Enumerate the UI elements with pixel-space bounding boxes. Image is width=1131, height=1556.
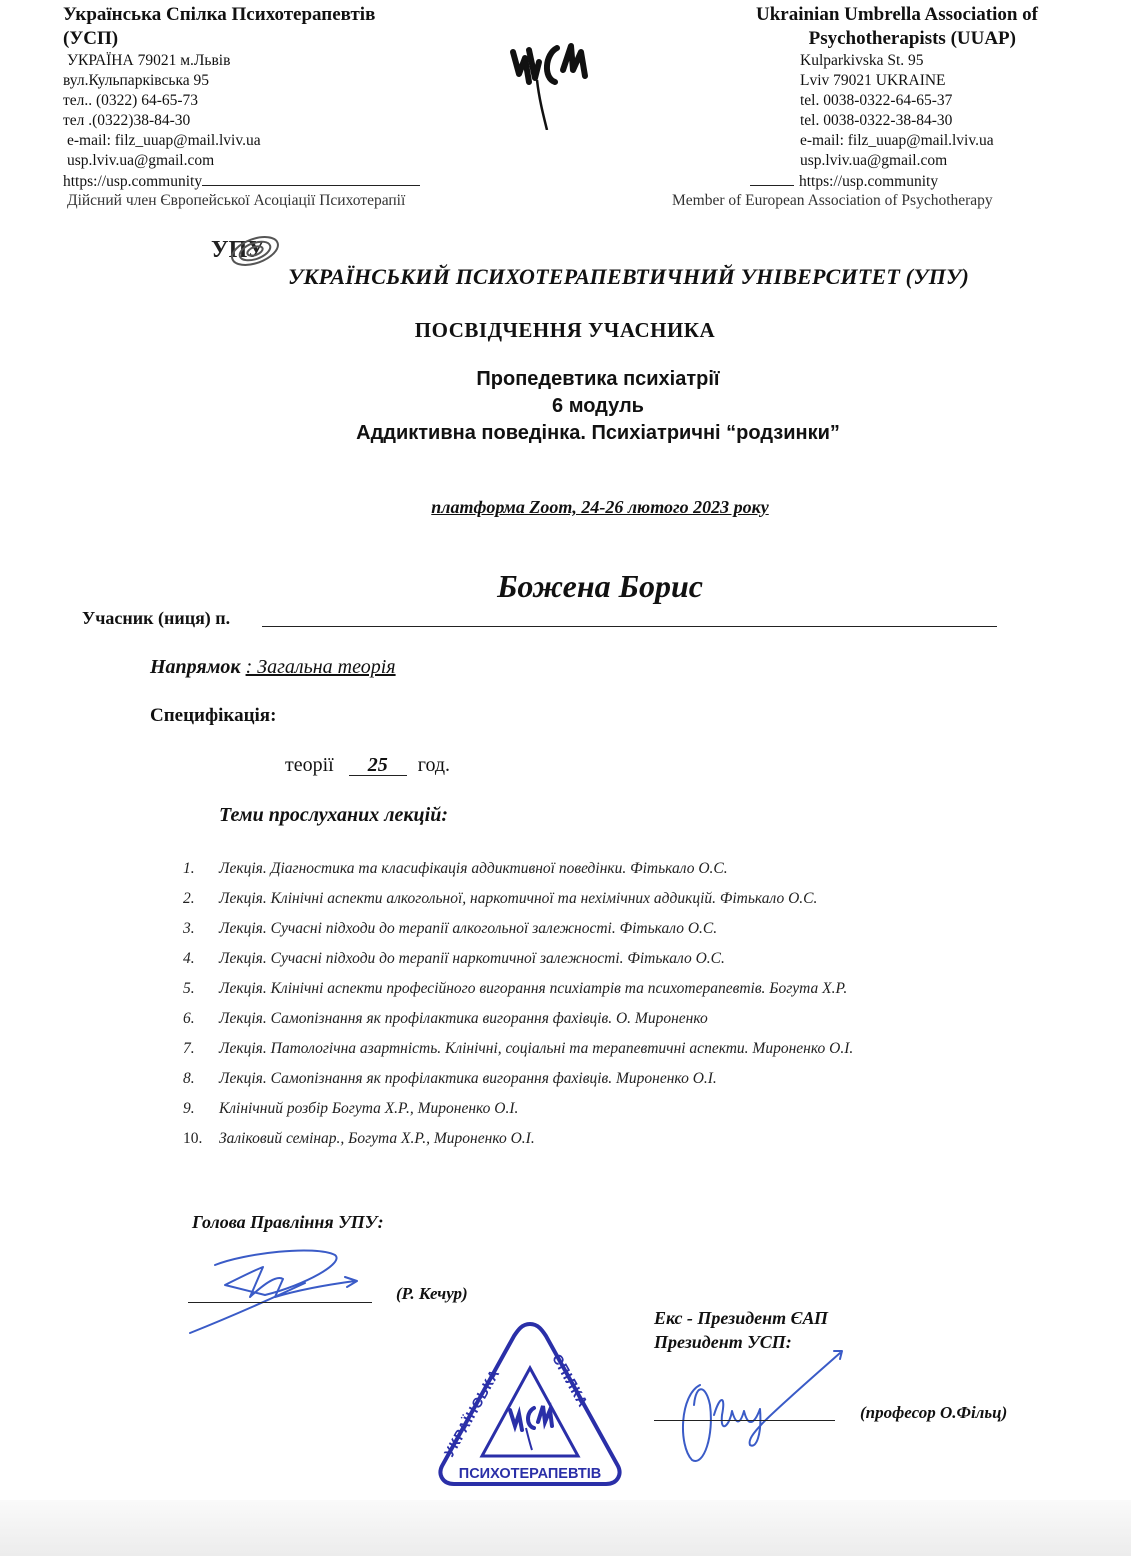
signature-filts-icon	[670, 1345, 850, 1470]
lecture-text: Клінічний розбір Богута Х.Р., Мироненко О.І.	[219, 1100, 519, 1117]
hours-suffix: год.	[417, 754, 451, 776]
address-line: УКРАЇНА 79021 м.Львів	[67, 52, 231, 69]
hours-value: 25	[349, 755, 407, 776]
direction-value: : Загальна теорія	[245, 656, 396, 678]
email-line: usp.lviv.ua@gmail.com	[67, 152, 215, 169]
letterhead-right	[668, 3, 1038, 210]
phone-line: тел .(0322)38-84-30	[63, 112, 191, 129]
president-signatory-title: Екс - Президент ЄАП Президент УСП:	[654, 1308, 829, 1352]
lecture-text: Лекція. Клінічні аспекти професійного вигорання психіатрів та психотерапевтів. Богута Х.Р.	[219, 980, 848, 997]
list-item: 2. Лекція. Клінічні аспекти алкогольної, наркотичної та нехімічних аддикцій. Фітькало О.С.	[183, 884, 983, 914]
hours-prefix: теорії	[285, 754, 334, 776]
signature-line	[654, 1420, 835, 1421]
specification-label: Специфікація:	[150, 705, 277, 726]
president-signatory-name: (професор О.Фільц)	[860, 1403, 1008, 1422]
org-name-ua-line1: Українська Спілка Психотерапевтів	[63, 4, 376, 25]
lecture-list	[183, 854, 983, 1154]
signature-line	[188, 1302, 372, 1303]
list-item: 10. Заліковий семінар., Богута Х.Р., Мироненко О.І.	[183, 1124, 983, 1154]
document-title: ПОСВІДЧЕННЯ УЧАСНИКА	[414, 318, 716, 342]
phone-line: tel. 0038-0322-38-84-30	[800, 112, 953, 129]
website-link[interactable]: https://usp.community	[799, 173, 939, 190]
website-link[interactable]: https://usp.community	[63, 173, 203, 190]
direction-label: Напрямок	[150, 656, 241, 678]
org-name-en-line2: Psychotherapists (UUAP)	[808, 28, 1016, 49]
university-title: УКРАЇНСЬКИЙ ПСИХОТЕРАПЕВТИЧНИЙ УНІВЕРСИТЕТ (УПУ)	[288, 264, 970, 289]
platform-date: платформа Zoom, 24-26 лютого 2023 року	[431, 497, 769, 517]
letterhead-left	[63, 3, 453, 210]
head-signatory-name: (Р. Кечур)	[396, 1284, 468, 1303]
participant-fill-line	[262, 626, 997, 627]
module-number: 6 модуль	[552, 395, 644, 417]
course-block	[0, 366, 1131, 447]
direction-row	[150, 656, 396, 679]
list-item: 1. Лекція. Діагностика та класифікація аддиктивної поведінки. Фітькало О.С.	[183, 854, 983, 884]
org-name-en-line1: Ukrainian Umbrella Association of	[755, 4, 1038, 25]
svg-text:ПСИХОТЕРАПЕВТІВ: ПСИХОТЕРАПЕВТІВ	[458, 1466, 602, 1482]
list-item: 3. Лекція. Сучасні підходи до терапії алкогольної залежності. Фітькало О.С.	[183, 914, 983, 944]
page-bottom-edge	[0, 1500, 1131, 1556]
list-item: 5. Лекція. Клінічні аспекти професійного вигорання психіатрів та психотерапевтів. Богута Х.Р.	[183, 974, 983, 1004]
list-item: 8. Лекція. Самопізнання як профілактика вигорання фахівців. Мироненко О.І.	[183, 1064, 983, 1094]
phone-line: тел.. (0322) 64-65-73	[63, 92, 199, 109]
signature-kechur-icon	[185, 1245, 365, 1340]
address-line: Lviv 79021 UKRAINE	[800, 72, 946, 89]
lecture-text: Лекція. Сучасні підходи до терапії наркотичної залежності. Фітькало О.С.	[219, 950, 725, 967]
course-name: Пропедевтика психіатрії	[476, 368, 720, 390]
lecture-text: Лекція. Діагностика та класифікація аддиктивної поведінки. Фітькало О.С.	[219, 860, 728, 877]
list-item: 9. Клінічний розбір Богута Х.Р., Мироненко О.І.	[183, 1094, 983, 1124]
svg-text:УКРАЇНСЬКА: УКРАЇНСЬКА	[440, 1365, 503, 1460]
hours-row	[285, 754, 450, 777]
membership-line: Дійсний член Європейської Асоціації Психотерапії	[67, 192, 406, 209]
website-line	[668, 171, 1038, 192]
list-item: 4. Лекція. Сучасні підходи до терапії наркотичної залежності. Фітькало О.С.	[183, 944, 983, 974]
address-line: вул.Кульпарківська 95	[63, 72, 210, 89]
svg-text:УПУ: УПУ	[211, 237, 265, 263]
fill-line	[750, 171, 794, 186]
lecture-text: Лекція. Патологічна азартність. Клінічні, соціальні та терапевтичні аспекти. Мироненко О.І.	[219, 1040, 854, 1057]
lecture-text: Лекція. Клінічні аспекти алкогольної, наркотичної та нехімічних аддикцій. Фітькало О.С.	[219, 890, 818, 907]
topics-title: Теми прослуханих лекцій:	[219, 804, 449, 826]
stamp-icon	[430, 1318, 630, 1498]
lecture-text: Лекція. Самопізнання як профілактика вигорання фахівців. Мироненко О.І.	[219, 1070, 717, 1087]
fill-line	[202, 171, 420, 186]
address-line: Kulparkivska St. 95	[800, 52, 924, 69]
lecture-text: Заліковий семінар., Богута Х.Р., Мироненко О.І.	[219, 1130, 535, 1147]
email-line: usp.lviv.ua@gmail.com	[800, 152, 948, 169]
usp-logo-icon	[505, 30, 600, 130]
website-line	[63, 171, 453, 192]
participant-label: Учасник (ниця) п.	[82, 608, 231, 628]
list-item: 7. Лекція. Патологічна азартність. Клінічні, соціальні та терапевтичні аспекти. Мироненко О.І.	[183, 1034, 983, 1064]
module-title: Аддиктивна поведінка. Психіатричні “родзинки”	[356, 422, 840, 444]
list-item: 6. Лекція. Самопізнання як профілактика вигорання фахівців. О. Мироненко	[183, 1004, 983, 1034]
lecture-text: Лекція. Сучасні підходи до терапії алкогольної залежності. Фітькало О.С.	[219, 920, 718, 937]
head-signatory-title: Голова Правління УПУ:	[192, 1212, 384, 1232]
membership-line: Member of European Association of Psychotherapy	[672, 192, 993, 209]
email-line: e-mail: filz_uuap@mail.lviv.ua	[67, 132, 261, 149]
participant-name: Божена Борис	[497, 568, 703, 604]
org-name-ua-line2: (УСП)	[63, 28, 119, 49]
email-line: e-mail: filz_uuap@mail.lviv.ua	[800, 132, 994, 149]
lecture-text: Лекція. Самопізнання як профілактика вигорання фахівців. О. Мироненко	[219, 1010, 708, 1027]
phone-line: tel. 0038-0322-64-65-37	[800, 92, 953, 109]
upu-logo-icon	[205, 215, 285, 277]
svg-text:СПІЛКА: СПІЛКА	[549, 1351, 592, 1411]
